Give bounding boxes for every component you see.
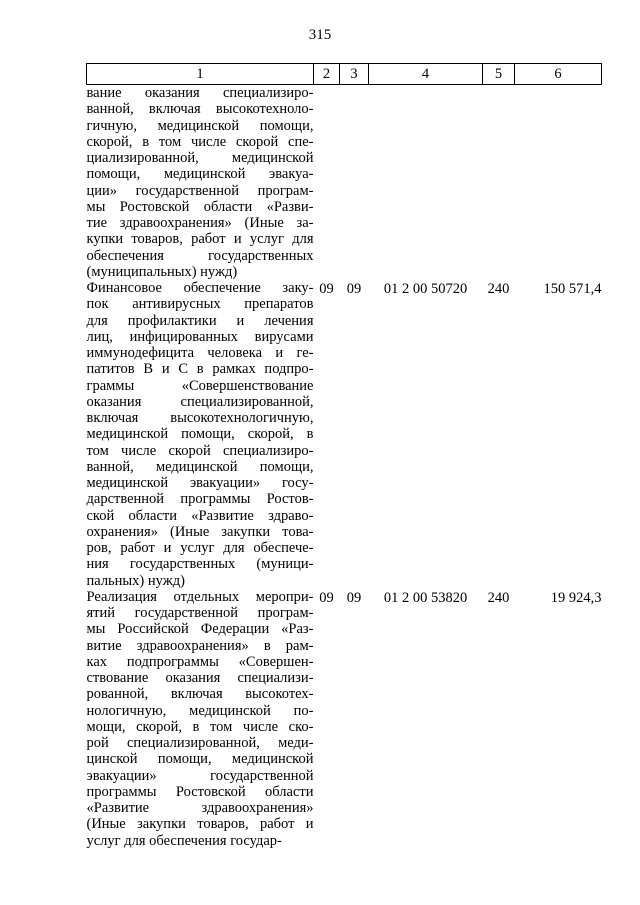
description-line: рой специализированной, меди- xyxy=(86,735,314,751)
description-line: медицинской помощи, скорой, в xyxy=(86,426,314,443)
col-header-1: 1 xyxy=(87,64,314,85)
target-article-code xyxy=(369,85,483,281)
col-header-3: 3 xyxy=(340,64,369,85)
description-line: Финансовое обеспечение заку- xyxy=(86,280,314,296)
header-row xyxy=(87,64,602,85)
amount xyxy=(515,85,602,281)
description-line: ции» государственной програм- xyxy=(86,182,314,199)
col-header-4: 4 xyxy=(369,64,483,85)
description-line: тие здравоохранения» (Иные за- xyxy=(86,215,314,231)
section-code: 09 xyxy=(319,589,334,606)
description-line: витие здравоохранения» в рам- xyxy=(86,637,314,654)
description-line: пальных) нужд) xyxy=(86,572,185,589)
col-header-2: 2 xyxy=(314,64,340,85)
description-line: вание оказания специализиро- xyxy=(86,85,314,101)
description-line: граммы «Совершенствование xyxy=(86,377,314,394)
expense-type-code: 240 xyxy=(487,589,510,606)
description-line: гичную, медицинской помощи, xyxy=(86,117,314,134)
description-line: ния государственных (муници- xyxy=(86,556,314,573)
budget-table xyxy=(86,63,602,849)
amount: 19 924,3 xyxy=(550,589,602,606)
description-line: (Иные закупки товаров, работ и xyxy=(86,816,314,833)
row-description xyxy=(87,280,314,589)
description-line: рованной, включая высокотех- xyxy=(86,686,314,703)
description-line: циализированной, медицинской xyxy=(86,150,314,166)
row-description xyxy=(87,589,314,849)
description-line: обеспечения государственных xyxy=(86,247,314,264)
description-line: «Развитие здравоохранения» xyxy=(86,800,314,816)
description-line: патитов В и С в рамках подпро- xyxy=(86,361,314,378)
description-line: цинской помощи, медицинской xyxy=(86,751,314,768)
description-line: ванной, включая высокотехноло- xyxy=(86,101,314,118)
description-line: ской области «Развитие здраво- xyxy=(86,507,314,524)
col-header-5: 5 xyxy=(483,64,515,85)
description-line: ятий государственной програм- xyxy=(86,605,314,621)
description-line: мы Ростовской области «Разви- xyxy=(86,198,314,215)
table-row xyxy=(87,85,602,281)
expense-type-code: 240 xyxy=(487,281,510,297)
subsection-code xyxy=(340,85,369,281)
description-line: скорой, в том числе скорой спе- xyxy=(86,133,314,150)
description-line: том числе скорой специализиро- xyxy=(86,442,314,459)
description-line: медицинской эвакуации» госу- xyxy=(86,475,314,491)
col-header-6: 6 xyxy=(515,64,602,85)
section-code: 09 xyxy=(319,281,334,297)
description-line: оказания специализированной, xyxy=(86,393,314,410)
description-line: пок антивирусных препаратов xyxy=(86,296,314,313)
description-line: ров, работ и услуг для обеспече- xyxy=(86,540,314,556)
expense-type-code xyxy=(483,85,515,281)
target-article-code: 01 2 00 53820 xyxy=(383,589,468,606)
description-line: Реализация отдельных меропри- xyxy=(86,588,314,605)
subsection-code: 09 xyxy=(346,589,362,606)
description-line: помощи, медицинской эвакуа- xyxy=(86,166,314,183)
description-line: услуг для обеспечения государ- xyxy=(86,832,282,849)
page-number: 315 xyxy=(308,27,332,43)
description-line: мы Российской Федерации «Раз- xyxy=(86,621,314,638)
row-description xyxy=(87,85,314,281)
description-line: ствование оказания специализи- xyxy=(86,670,314,686)
table-row xyxy=(87,280,602,589)
amount: 150 571,4 xyxy=(543,281,602,297)
table-row xyxy=(87,589,602,849)
description-line: эвакуации» государственной xyxy=(86,767,314,784)
description-line: включая высокотехнологичную, xyxy=(86,410,314,426)
description-line: лиц, инфицированных вирусами xyxy=(86,328,314,345)
description-line: дарственной программы Ростов- xyxy=(86,491,314,508)
description-line: нологичную, медицинской по- xyxy=(86,702,314,719)
description-line: купки товаров, работ и услуг для xyxy=(86,231,314,248)
subsection-code: 09 xyxy=(346,281,362,297)
section-code xyxy=(314,85,340,281)
description-line: ках подпрограммы «Совершен- xyxy=(86,653,314,670)
description-line: охранения» (Иные закупки това- xyxy=(86,523,314,540)
description-line: ванной, медицинской помощи, xyxy=(86,458,314,475)
description-line: (муниципальных) нужд) xyxy=(86,263,238,280)
description-line: для профилактики и лечения xyxy=(86,312,314,329)
target-article-code: 01 2 00 50720 xyxy=(383,281,468,297)
description-line: программы Ростовской области xyxy=(86,783,314,800)
description-line: мощи, скорой, в том числе ско- xyxy=(86,718,314,735)
description-line: иммунодефицита человека и ге- xyxy=(86,345,314,361)
